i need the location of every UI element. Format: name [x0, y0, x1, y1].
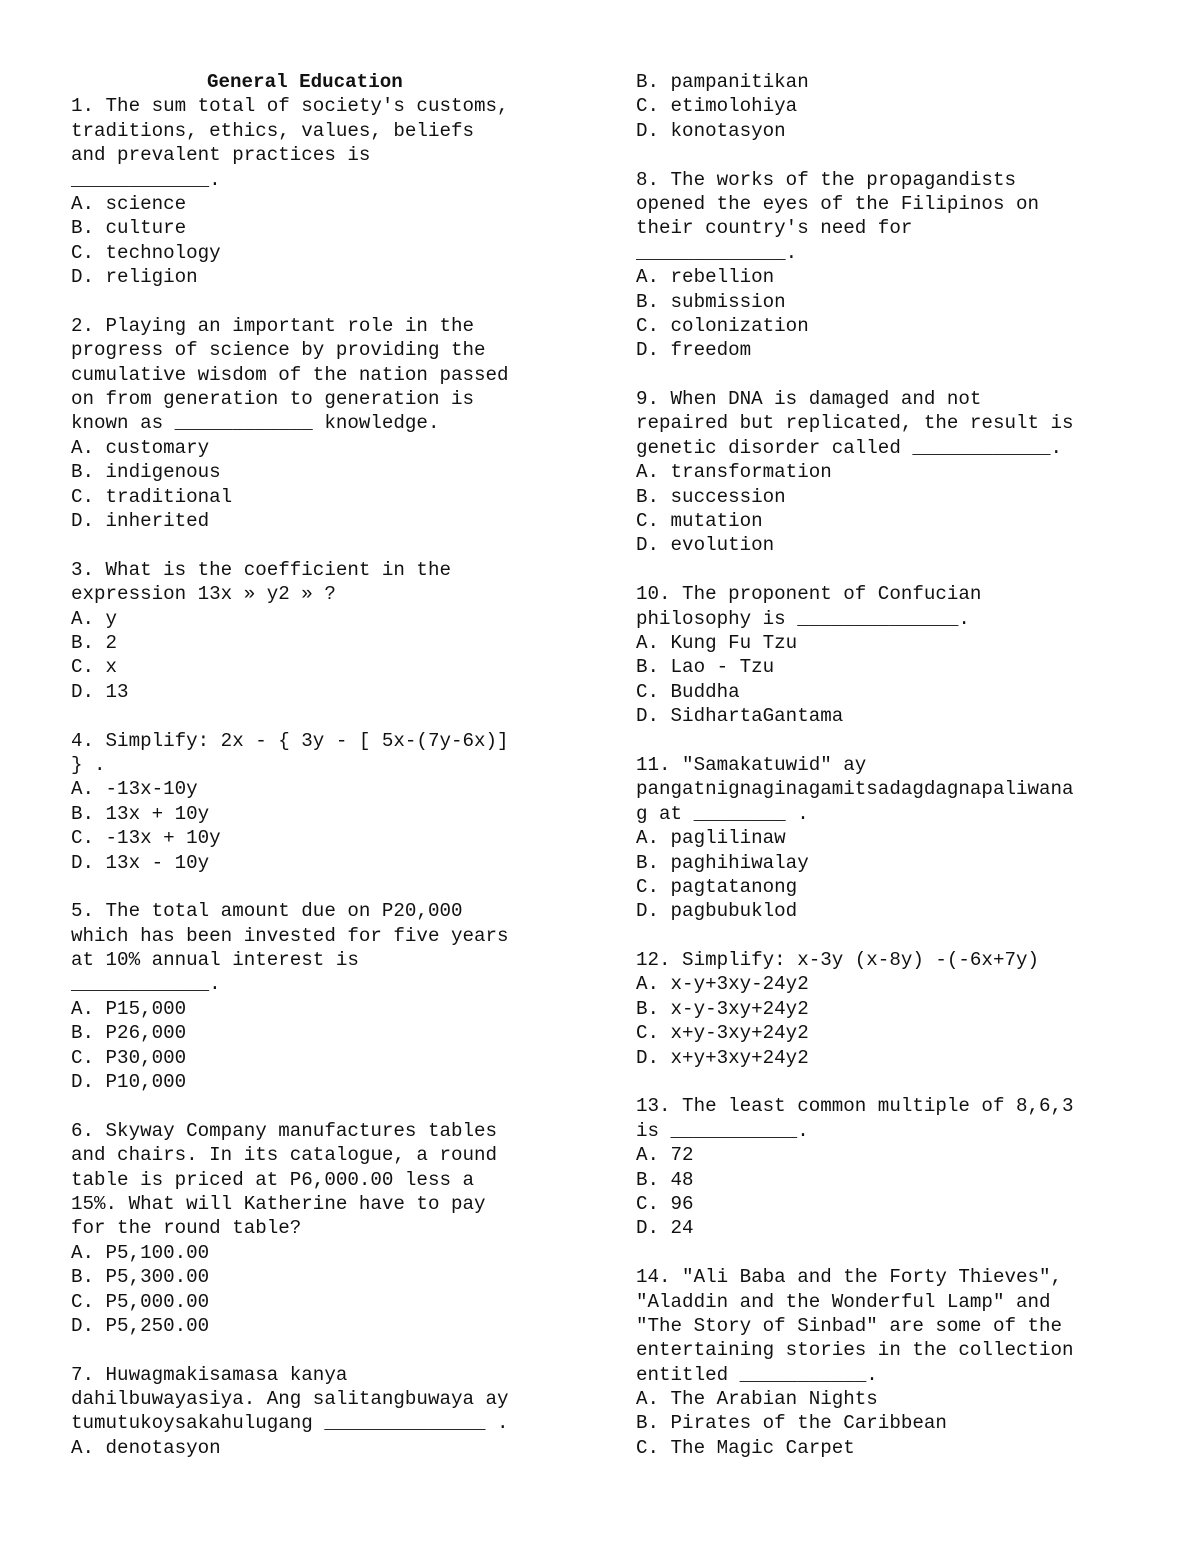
answer-option: A. Kung Fu Tzu [636, 631, 798, 654]
answer-option: C. technology [71, 241, 221, 264]
left-column [71, 70, 581, 1460]
answer-option: D. konotasyon [636, 119, 786, 142]
question-text-line: g at ________ . [636, 802, 809, 825]
answer-option: D. inherited [71, 510, 210, 533]
answer-option: A. science [71, 192, 187, 215]
question-block [636, 753, 1156, 924]
question-text-line: 4. Simplify: 2x - { 3y - [ 5x-(7y-6x)] [71, 729, 509, 752]
question-text-line: 13. The least common multiple of 8,6,3 [636, 1095, 1074, 1118]
answer-option: A. rebellion [636, 266, 775, 289]
question-text-line: known as ____________ knowledge. [71, 412, 440, 435]
answer-option: B. paghihiwalay [636, 851, 809, 874]
question-text-line: 9. When DNA is damaged and not [636, 388, 982, 411]
question-text-line: ____________. [71, 973, 221, 996]
answer-option: A. customary [71, 436, 210, 459]
question-text-line: and chairs. In its catalogue, a round [71, 1144, 498, 1167]
question-text-line: 1. The sum total of society's customs, [71, 95, 509, 118]
answer-option: C. P30,000 [71, 1046, 187, 1069]
question-text-line: is ___________. [636, 1119, 809, 1142]
question-text-line: } . [71, 753, 106, 776]
question-spacer [71, 1094, 581, 1118]
question-text-line: 6. Skyway Company manufactures tables [71, 1119, 498, 1142]
question-text-line: cumulative wisdom of the nation passed [71, 363, 509, 386]
question-text-line: 7. Huwagmakisamasa kanya [71, 1363, 348, 1386]
answer-option: A. P15,000 [71, 997, 187, 1020]
question-text-line: at 10% annual interest is [71, 949, 359, 972]
answer-option: A. x-y+3xy-24y2 [636, 973, 809, 996]
question-block [636, 582, 1156, 728]
answer-option: B. submission [636, 290, 786, 313]
answer-option: D. SidhartaGantama [636, 705, 844, 728]
right-question-list [636, 70, 1156, 1460]
question-spacer [71, 875, 581, 899]
question-block [71, 94, 581, 289]
question-spacer [71, 704, 581, 728]
question-text-line: pangatnignaginagamitsadagdagnapaliwana [636, 778, 1074, 801]
answer-option: A. denotasyon [71, 1436, 221, 1459]
question-text-line: entitled ___________. [636, 1363, 878, 1386]
answer-option: A. paglilinaw [636, 827, 786, 850]
question-text-line: 12. Simplify: x-3y (x-8y) -(-6x+7y) [636, 949, 1040, 972]
question-text-line: repaired but replicated, the result is [636, 412, 1074, 435]
question-text-line: 14. "Ali Baba and the Forty Thieves", [636, 1266, 1063, 1289]
question-text-line: progress of science by providing the [71, 339, 486, 362]
question-spacer [636, 558, 1156, 582]
question-text-line: table is priced at P6,000.00 less a [71, 1168, 475, 1191]
question-text-line: 11. "Samakatuwid" ay [636, 753, 867, 776]
answer-option: B. succession [636, 485, 786, 508]
answer-option: C. -13x + 10y [71, 827, 221, 850]
answer-option: A. P5,100.00 [71, 1241, 210, 1264]
answer-option: B. culture [71, 217, 187, 240]
question-block [71, 1363, 581, 1461]
answer-option: D. P5,250.00 [71, 1314, 210, 1337]
question-text-line: philosophy is ______________. [636, 607, 970, 630]
answer-option: D. x+y+3xy+24y2 [636, 1046, 809, 1069]
answer-option: A. -13x-10y [71, 778, 198, 801]
question-text-line: "The Story of Sinbad" are some of the [636, 1314, 1063, 1337]
question-spacer [71, 290, 581, 314]
answer-option: C. Buddha [636, 680, 740, 703]
answer-option: A. The Arabian Nights [636, 1388, 878, 1411]
question-block [71, 729, 581, 875]
question-text-line: 10. The proponent of Confucian [636, 583, 982, 606]
answer-option: A. 72 [636, 1144, 694, 1167]
question-text-line: traditions, ethics, values, beliefs [71, 119, 475, 142]
answer-option: D. freedom [636, 339, 752, 362]
answer-option: B. Lao - Tzu [636, 656, 775, 679]
answer-option: C. 96 [636, 1192, 694, 1215]
question-spacer [71, 1338, 581, 1362]
question-block [636, 387, 1156, 558]
question-text-line: 2. Playing an important role in the [71, 314, 475, 337]
answer-option: D. P10,000 [71, 1071, 187, 1094]
page-title: General Education [207, 71, 403, 93]
answer-option: C. x+y-3xy+24y2 [636, 1022, 809, 1045]
question-text-line: their country's need for [636, 217, 913, 240]
question-text-line: expression 13x » y2 » ? [71, 583, 336, 606]
answer-option: A. transformation [636, 461, 832, 484]
left-question-list [71, 94, 581, 1460]
answer-option: C. P5,000.00 [71, 1290, 210, 1313]
question-spacer [636, 1070, 1156, 1094]
answer-option: B. indigenous [71, 461, 221, 484]
answer-option: B. 13x + 10y [71, 802, 210, 825]
question-block [636, 70, 1156, 143]
answer-option: C. The Magic Carpet [636, 1436, 855, 1459]
question-text-line: 8. The works of the propagandists [636, 168, 1016, 191]
question-text-line: for the round table? [71, 1217, 302, 1240]
answer-option: C. x [71, 656, 118, 679]
question-text-line: and prevalent practices is [71, 144, 371, 167]
answer-option: D. evolution [636, 534, 775, 557]
question-spacer [636, 143, 1156, 167]
question-block [71, 1119, 581, 1339]
answer-option: B. Pirates of the Caribbean [636, 1412, 947, 1435]
answer-option: C. traditional [71, 485, 233, 508]
answer-option: D. 13x - 10y [71, 851, 210, 874]
question-text-line: "Aladdin and the Wonderful Lamp" and [636, 1290, 1051, 1313]
question-text-line: entertaining stories in the collection [636, 1339, 1074, 1362]
answer-option: C. pagtatanong [636, 875, 798, 898]
question-spacer [71, 533, 581, 557]
answer-option: D. 24 [636, 1217, 694, 1240]
question-spacer [636, 729, 1156, 753]
question-text-line: _____________. [636, 241, 798, 264]
answer-option: B. 2 [71, 631, 118, 654]
question-block [636, 948, 1156, 1070]
question-text-line: on from generation to generation is [71, 388, 475, 411]
answer-option: B. pampanitikan [636, 71, 809, 93]
question-text-line: 5. The total amount due on P20,000 [71, 900, 463, 923]
question-block [71, 558, 581, 704]
question-spacer [636, 363, 1156, 387]
right-column [636, 70, 1156, 1460]
answer-option: D. 13 [71, 680, 129, 703]
question-text-line: opened the eyes of the Filipinos on [636, 192, 1040, 215]
question-text-line: which has been invested for five years [71, 924, 509, 947]
answer-option: B. 48 [636, 1168, 694, 1191]
answer-option: C. mutation [636, 510, 763, 533]
answer-option: C. etimolohiya [636, 95, 798, 118]
question-spacer [636, 1241, 1156, 1265]
question-block [636, 1265, 1156, 1460]
question-text-line: genetic disorder called ____________. [636, 436, 1063, 459]
answer-option: B. x-y-3xy+24y2 [636, 997, 809, 1020]
question-spacer [636, 924, 1156, 948]
answer-option: C. colonization [636, 314, 809, 337]
question-text-line: tumutukoysakahulugang ______________ . [71, 1412, 509, 1435]
question-text-line: 15%. What will Katherine have to pay [71, 1192, 486, 1215]
answer-option: B. P26,000 [71, 1022, 187, 1045]
answer-option: D. religion [71, 266, 198, 289]
question-block [71, 314, 581, 534]
question-block [636, 1094, 1156, 1240]
question-block [636, 168, 1156, 363]
answer-option: A. y [71, 607, 118, 630]
question-block [71, 899, 581, 1094]
answer-option: D. pagbubuklod [636, 900, 798, 923]
question-text-line: ____________. [71, 168, 221, 191]
question-text-line: dahilbuwayasiya. Ang salitangbuwaya ay [71, 1388, 509, 1411]
question-text-line: 3. What is the coefficient in the [71, 558, 451, 581]
answer-option: B. P5,300.00 [71, 1266, 210, 1289]
